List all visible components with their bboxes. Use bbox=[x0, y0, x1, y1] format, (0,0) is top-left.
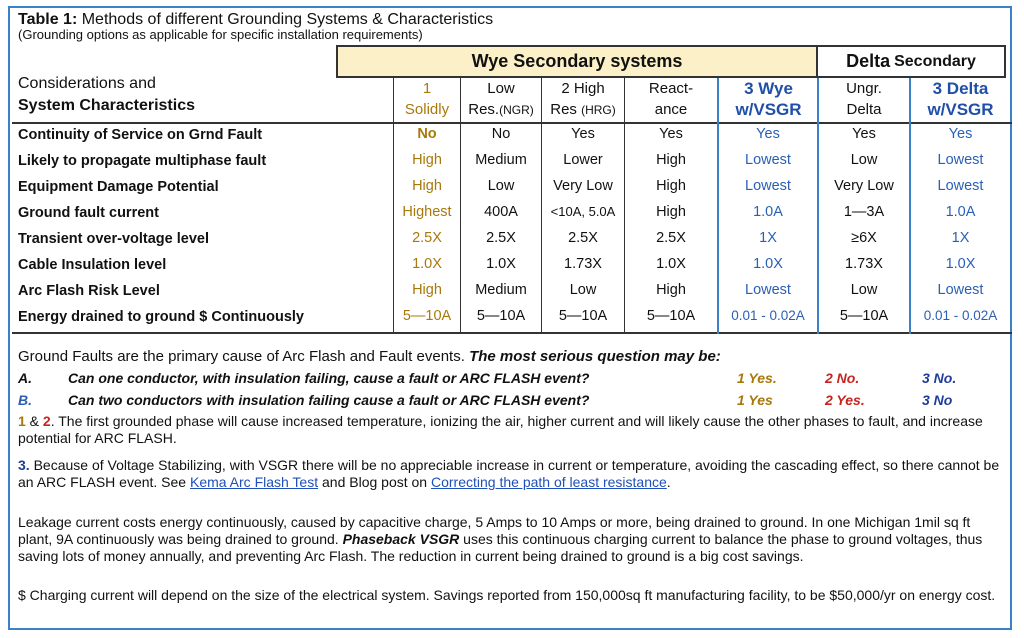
cell-high-res: <10A, 5.0A bbox=[550, 204, 616, 219]
cell-wye-vsgr: Yes bbox=[756, 126, 780, 142]
cell-high-res: 2.5X bbox=[568, 230, 598, 246]
cell-high-res: Yes bbox=[571, 126, 595, 142]
cell-low-res: Medium bbox=[475, 282, 527, 298]
cell-high-res: 1.73X bbox=[564, 256, 602, 272]
cell-wye-vsgr: Lowest bbox=[745, 178, 791, 194]
wye-secondary-header: Wye Secondary systems bbox=[336, 45, 818, 78]
cell-solidly: High bbox=[412, 282, 442, 298]
cell-delta-vsgr: Lowest bbox=[937, 152, 984, 168]
cell-reactance: Yes bbox=[659, 126, 683, 142]
note-1-and-2: 1 & 2. The first grounded phase will cause increased temperature, ionizing the air, higher current and will likely cause the other phases to fault, and increase potential for ARC FLASH. bbox=[18, 413, 983, 446]
cell-low-res: Low bbox=[487, 178, 515, 194]
col-header-wye-vsgr: 3 Wye w/VSGR bbox=[735, 79, 802, 119]
document-frame bbox=[8, 6, 1012, 630]
cell-low-res: Medium bbox=[475, 152, 527, 168]
row-label: Likely to propagate multiphase fault bbox=[18, 153, 267, 169]
answer-a-1: 1 Yes. bbox=[737, 370, 777, 386]
table-row bbox=[10, 279, 1010, 305]
cell-solidly: 5—10A bbox=[402, 308, 452, 324]
cell-ungrounded-delta: 1.73X bbox=[845, 256, 883, 272]
row-label: Continuity of Service on Grnd Fault bbox=[18, 127, 263, 143]
col-header-solidly: 1 Solidly bbox=[404, 80, 450, 118]
cell-solidly: 1.0X bbox=[412, 256, 442, 272]
question-a: A. Can one conductor, with insulation failing, cause a fault or ARC FLASH event? bbox=[18, 370, 590, 386]
col-header-ungrounded-delta: Ungr. Delta bbox=[846, 80, 882, 118]
table-bottom-divider bbox=[12, 332, 1012, 334]
table-row bbox=[10, 201, 1010, 227]
cell-reactance: High bbox=[656, 204, 686, 220]
cell-reactance: 5—10A bbox=[646, 308, 696, 324]
cell-solidly: High bbox=[412, 152, 442, 168]
answer-b-1: 1 Yes bbox=[737, 392, 773, 408]
table-row bbox=[10, 149, 1010, 175]
cell-low-res: 5—10A bbox=[476, 308, 526, 324]
cell-low-res: 2.5X bbox=[486, 230, 516, 246]
col-header-high-res: 2 High Res (HRG) bbox=[550, 80, 616, 118]
cell-delta-vsgr: 1X bbox=[951, 230, 970, 246]
table-row bbox=[10, 227, 1010, 253]
cell-ungrounded-delta: Low bbox=[850, 152, 878, 168]
delta-secondary-header: Delta Secondary bbox=[818, 45, 1006, 78]
cell-reactance: High bbox=[656, 282, 686, 298]
table-subtitle: (Grounding options as applicable for specific installation requirements) bbox=[18, 27, 423, 42]
answer-a-2: 2 No. bbox=[825, 370, 860, 386]
cell-low-res: 400A bbox=[484, 204, 518, 220]
row-label: Energy drained to ground $ Continuously bbox=[18, 309, 304, 325]
leakage-paragraph: Leakage current costs energy continuously, caused by capacitive charge, 5 Amps to 10 Amps or more, being drained to ground. In one Michigan 1mil sq ft plant, 9A continuously was being drained to ground. Phaseback VSGR uses this continuous charging current to balance the phase to ground voltages, thus saving lots of money annually, and preventing Arc Flash. The reduction in current being drained to ground is a big cost savings. bbox=[18, 514, 983, 564]
cell-ungrounded-delta: ≥6X bbox=[851, 230, 877, 246]
cell-ungrounded-delta: Very Low bbox=[834, 178, 894, 194]
cell-reactance: 1.0X bbox=[656, 256, 686, 272]
cell-low-res: No bbox=[491, 126, 511, 142]
cell-delta-vsgr: 1.0X bbox=[945, 256, 976, 272]
cell-ungrounded-delta: 5—10A bbox=[839, 308, 889, 324]
col-header-reactance: React- ance bbox=[648, 80, 694, 118]
cell-low-res: 1.0X bbox=[486, 256, 516, 272]
cell-wye-vsgr: 0.01 - 0.02A bbox=[731, 308, 805, 323]
table-row bbox=[10, 175, 1010, 201]
cell-reactance: High bbox=[656, 152, 686, 168]
cell-wye-vsgr: Lowest bbox=[745, 152, 791, 168]
cell-wye-vsgr: 1.0A bbox=[753, 204, 783, 220]
table-row bbox=[10, 253, 1010, 279]
col-header-delta-vsgr: 3 Delta w/VSGR bbox=[927, 79, 994, 119]
question-b: B. Can two conductors with insulation failing cause a fault or ARC FLASH event? bbox=[18, 392, 590, 408]
blog-post-link[interactable]: Correcting the path of least resistance bbox=[431, 474, 667, 490]
row-label: Equipment Damage Potential bbox=[18, 179, 219, 195]
cell-wye-vsgr: 1X bbox=[759, 230, 777, 246]
table-row bbox=[10, 123, 1010, 149]
cell-reactance: 2.5X bbox=[656, 230, 686, 246]
cell-delta-vsgr: Yes bbox=[948, 126, 973, 142]
cell-solidly: Highest bbox=[402, 204, 452, 220]
table-row bbox=[10, 305, 1010, 331]
cell-solidly: High bbox=[412, 178, 442, 194]
cell-delta-vsgr: 0.01 - 0.02A bbox=[923, 308, 998, 323]
answer-a-3: 3 No. bbox=[922, 370, 957, 386]
cell-delta-vsgr: 1.0A bbox=[945, 204, 976, 220]
cell-wye-vsgr: 1.0X bbox=[753, 256, 783, 272]
note-3: 3. Because of Voltage Stabilizing, with VSGR there will be no appreciable increase in current or temperature, avoiding the cascading effect, so there cannot be an ARC FLASH event. See Kema Arc Flash Test and Blog post on Correcting the path of least resistance. bbox=[18, 457, 1000, 490]
cell-delta-vsgr: Lowest bbox=[937, 282, 984, 298]
cell-high-res: 5—10A bbox=[558, 308, 608, 324]
cell-wye-vsgr: Lowest bbox=[745, 282, 791, 298]
row-label: Cable Insulation level bbox=[18, 257, 167, 273]
answer-b-3: 3 No bbox=[922, 392, 953, 408]
table-title: Table 1: Methods of different Grounding Systems & Characteristics bbox=[18, 11, 494, 28]
row-label: Transient over-voltage level bbox=[18, 231, 209, 247]
row-label: Ground fault current bbox=[18, 205, 159, 221]
cell-high-res: Lower bbox=[563, 152, 603, 168]
cell-solidly: No bbox=[417, 126, 437, 142]
cell-ungrounded-delta: Yes bbox=[852, 126, 876, 142]
answer-b-2: 2 Yes. bbox=[825, 392, 865, 408]
considerations-header: Considerations and System Characteristics bbox=[18, 75, 195, 114]
cell-reactance: High bbox=[656, 178, 686, 194]
cell-high-res: Very Low bbox=[553, 178, 613, 194]
charging-current-note: $ Charging current will depend on the size of the electrical system. Savings reported from 150,000sq ft manufacturing facility, to be $50,000/yr on energy cost. bbox=[18, 587, 996, 603]
row-label: Arc Flash Risk Level bbox=[18, 283, 160, 299]
cell-solidly: 2.5X bbox=[412, 230, 442, 246]
cell-ungrounded-delta: 1—3A bbox=[843, 204, 885, 220]
cell-delta-vsgr: Lowest bbox=[937, 178, 984, 194]
cell-high-res: Low bbox=[569, 282, 597, 298]
cell-ungrounded-delta: Low bbox=[850, 282, 878, 298]
kema-arc-flash-link[interactable]: Kema Arc Flash Test bbox=[189, 474, 319, 490]
col-header-low-res: Low Res.(NGR) bbox=[468, 80, 534, 118]
ground-faults-statement: Ground Faults are the primary cause of Arc Flash and Fault events. The most serious question may be: bbox=[18, 348, 721, 365]
